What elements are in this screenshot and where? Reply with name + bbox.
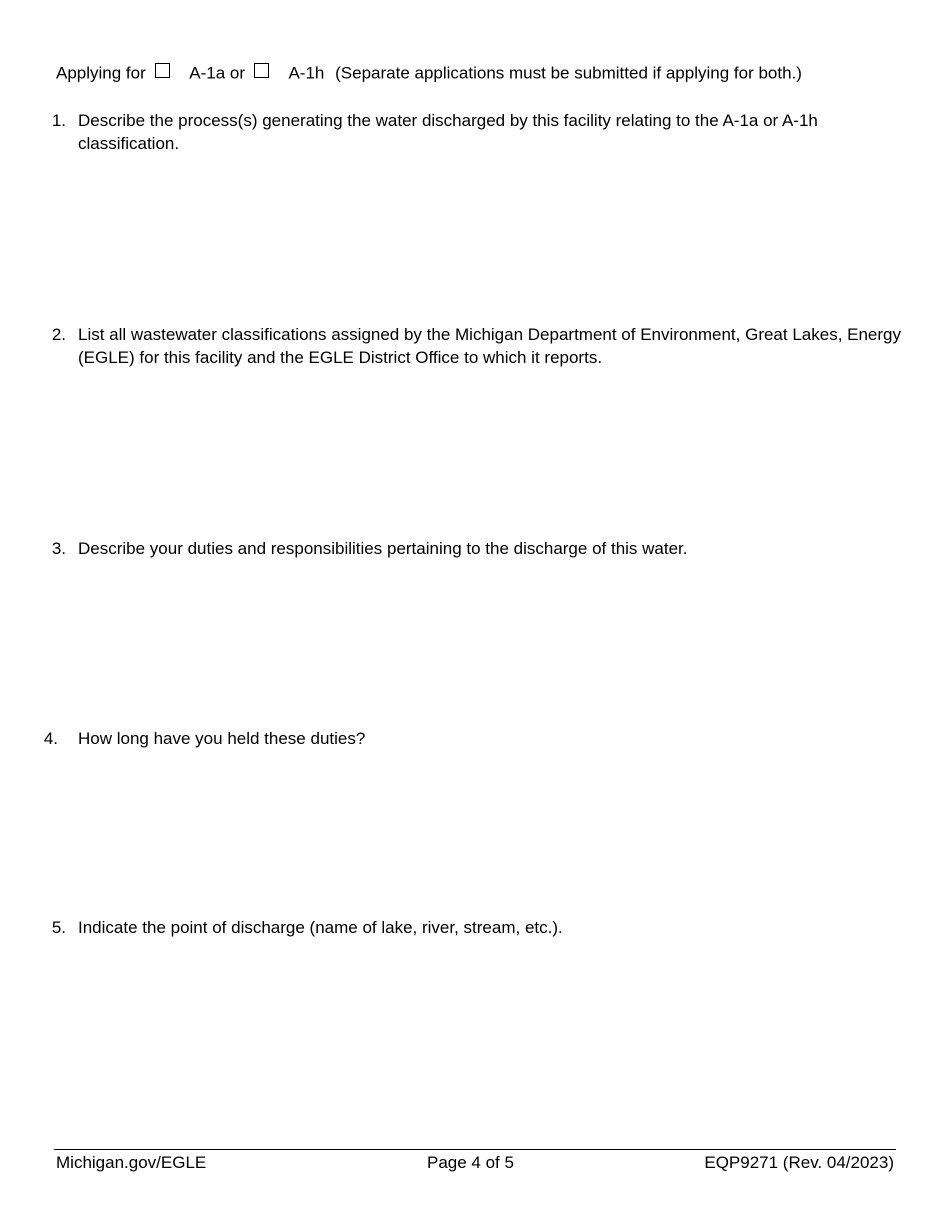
question-number: 2. <box>51 325 66 344</box>
applying-for-label: Applying for <box>56 63 146 83</box>
footer-divider <box>54 1149 896 1150</box>
applying-for-row <box>56 62 802 85</box>
question-text: Describe your duties and responsibilities pertaining to the discharge of this water. <box>78 539 688 558</box>
question-4 <box>43 727 908 750</box>
question-2 <box>51 323 908 369</box>
question-text: How long have you held these duties? <box>78 729 366 748</box>
question-text: Describe the process(s) generating the water discharged by this facility relating to the A-1a or A-1h classification. <box>78 111 818 153</box>
question-number: 5. <box>51 918 66 937</box>
question-3 <box>51 537 908 560</box>
separate-applications-note: (Separate applications must be submitted if applying for both.) <box>335 63 802 83</box>
a1a-checkbox[interactable] <box>155 63 170 78</box>
question-number: 4. <box>43 729 58 748</box>
a1h-label: A-1h <box>288 63 325 83</box>
question-text: List all wastewater classifications assigned by the Michigan Department of Environment, Great Lakes, Energy (EGLE) for this facility and the EGLE District Office to which it reports. <box>78 325 902 367</box>
answer-area-3[interactable] <box>56 565 896 715</box>
a1a-label: A-1a or <box>189 63 245 83</box>
a1h-checkbox[interactable] <box>254 63 269 78</box>
answer-area-5[interactable] <box>56 944 896 1134</box>
footer-page-number: Page 4 of 5 <box>427 1153 514 1172</box>
answer-area-4[interactable] <box>56 755 896 905</box>
question-5 <box>51 916 908 939</box>
question-number: 3. <box>51 539 66 558</box>
question-number: 1. <box>51 111 66 130</box>
question-text: Indicate the point of discharge (name of lake, river, stream, etc.). <box>78 918 563 937</box>
answer-area-1[interactable] <box>56 160 896 310</box>
footer-website: Michigan.gov/EGLE <box>56 1153 207 1172</box>
answer-area-2[interactable] <box>56 374 896 524</box>
footer-form-id: EQP9271 (Rev. 04/2023) <box>704 1153 894 1172</box>
question-1 <box>51 109 908 155</box>
